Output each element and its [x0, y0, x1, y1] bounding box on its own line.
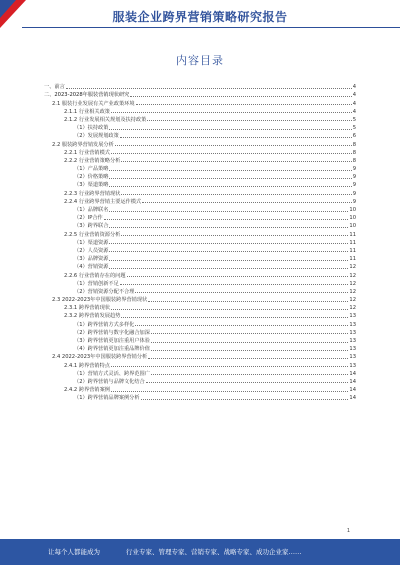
toc-entry-title: 2.4.2 跨界营销案例	[64, 387, 110, 394]
toc-leader-dots	[120, 137, 352, 138]
toc-entry-title: 2.1.1 行业相关政策	[64, 108, 110, 115]
toc-entry-page: 11	[349, 247, 356, 254]
toc-title: 内容目录	[176, 54, 224, 67]
toc-entry-title: 2.2.2 行业营销策略分析	[64, 157, 121, 164]
toc-entry[interactable]	[44, 311, 356, 319]
toc-leader-dots	[148, 301, 348, 302]
toc-entry-page: 14	[349, 395, 356, 402]
toc-leader-dots	[109, 243, 348, 244]
toc-leader-dots	[151, 342, 348, 343]
toc-entry[interactable]	[44, 164, 356, 172]
toc-entry-title: （1）营销创新不足	[74, 280, 119, 287]
toc-entry-title: （3）跨界营销更加注重用户体验	[74, 338, 150, 344]
toc-entry-page: 13	[349, 354, 356, 361]
toc-entry-page: 14	[349, 387, 356, 394]
toc-entry-page: 10	[349, 215, 356, 222]
toc-entry-title: （1）扶持政策	[74, 125, 109, 132]
toc-entry-title: （1）产品策略	[74, 166, 109, 173]
toc-entry-page: 9	[352, 198, 356, 205]
toc-entry-title: （2）营销资源分配不合理	[74, 288, 135, 295]
toc-entry[interactable]	[44, 197, 356, 205]
report-title: 服装企业跨界营销策略研究报告	[112, 10, 288, 24]
toc-entry-page: 10	[349, 223, 356, 230]
toc-leader-dots	[148, 358, 348, 359]
toc-entry[interactable]	[44, 82, 356, 90]
toc-entry[interactable]	[44, 205, 356, 213]
toc-leader-dots	[111, 153, 352, 154]
toc-entry-title: 2.3.1 跨界营销现状	[64, 305, 110, 312]
toc-entry-title: 2.3.2 跨界营销发展趋势	[64, 313, 121, 320]
toc-entry[interactable]	[44, 344, 356, 352]
toc-entry[interactable]	[44, 148, 356, 156]
toc-entry-title: 二、2023-2028年服装营销现状研究	[44, 92, 130, 99]
toc-leader-dots	[146, 382, 349, 383]
toc-leader-dots	[121, 161, 351, 162]
toc-entry-title: 2.4 2022-2023年中国服装跨界营销分析	[52, 354, 148, 361]
page-header	[0, 0, 400, 28]
toc-entry[interactable]	[44, 360, 356, 368]
toc-entry-page: 12	[349, 272, 356, 279]
toc-entry-page: 13	[349, 362, 356, 369]
toc-entry-title: （1）渠道资源	[74, 239, 109, 246]
footer-slogan: 让每个人都能成为	[48, 548, 100, 556]
toc-leader-dots	[130, 96, 351, 97]
toc-entry[interactable]	[44, 262, 356, 270]
toc-entry-page: 5	[352, 116, 356, 123]
toc-entry-title: 2.4.1 跨界营销特点	[64, 362, 110, 369]
toc-entry-title: （3）渠道策略	[74, 182, 109, 189]
toc-leader-dots	[121, 317, 348, 318]
toc-entry[interactable]	[44, 139, 356, 147]
toc-leader-dots	[109, 186, 351, 187]
toc-leader-dots	[109, 129, 351, 130]
toc-entry-title: （2）IP合作	[74, 215, 103, 222]
toc-leader-dots	[147, 120, 351, 121]
toc-entry-page: 13	[349, 329, 356, 336]
toc-entry-title: 2.2.3 行业跨界营销现状	[64, 190, 121, 197]
toc-leader-dots	[104, 219, 349, 220]
toc-leader-dots	[120, 284, 349, 285]
toc-leader-dots	[109, 178, 351, 179]
toc-entry[interactable]	[44, 303, 356, 311]
toc-entry[interactable]	[44, 180, 356, 188]
page-footer	[0, 539, 400, 565]
toc-entry-title: 2.2 服装跨界营销发展分析	[52, 141, 114, 148]
toc-entry[interactable]	[44, 98, 356, 106]
toc-leader-dots	[115, 145, 352, 146]
toc-entry[interactable]	[44, 336, 356, 344]
footer-roles: 行业专家、管理专家、营销专家、战略专家、成功企业家……	[126, 548, 302, 556]
table-of-contents	[44, 82, 356, 401]
toc-entry[interactable]	[44, 319, 356, 327]
toc-entry-title: （2）价格策略	[74, 174, 109, 181]
toc-leader-dots	[111, 366, 348, 367]
toc-entry-title: （4）营销资源	[74, 264, 109, 271]
toc-leader-dots	[135, 325, 348, 326]
toc-leader-dots	[151, 333, 348, 334]
toc-entry-page: 5	[352, 125, 356, 132]
toc-entry[interactable]	[44, 246, 356, 254]
toc-entry-page: 14	[349, 378, 356, 385]
toc-entry-title: （3）跨界联合	[74, 223, 109, 230]
toc-leader-dots	[142, 202, 352, 203]
toc-leader-dots	[151, 350, 348, 351]
header-rule	[22, 27, 400, 28]
toc-entry-title: （4）跨界营销更加注重品牌价值	[74, 346, 150, 353]
toc-leader-dots	[121, 194, 351, 195]
toc-leader-dots	[135, 292, 348, 293]
toc-leader-dots	[109, 170, 351, 171]
toc-entry[interactable]	[44, 254, 356, 262]
toc-entry[interactable]	[44, 377, 356, 385]
toc-entry-page: 10	[349, 207, 356, 213]
toc-entry-page: 12	[349, 305, 356, 312]
toc-entry-page: 13	[349, 338, 356, 344]
toc-leader-dots	[66, 88, 352, 89]
toc-entry-page: 11	[349, 231, 356, 238]
toc-entry-title: 2.2.6 行业营销存在的问题	[64, 272, 126, 279]
toc-entry-page: 13	[349, 346, 356, 353]
toc-entry[interactable]	[44, 188, 356, 196]
toc-entry-page: 8	[352, 157, 356, 164]
toc-entry-title: 一、前言	[44, 84, 65, 91]
toc-entry[interactable]	[44, 385, 356, 393]
toc-entry[interactable]	[44, 393, 356, 401]
toc-entry-title: （3）品牌资源	[74, 256, 109, 263]
toc-entry-page: 12	[349, 297, 356, 304]
toc-entry-title: 2.2.1 行业营销模式	[64, 149, 110, 156]
toc-entry[interactable]	[44, 115, 356, 123]
toc-entry[interactable]	[44, 221, 356, 229]
toc-entry[interactable]	[44, 238, 356, 246]
toc-leader-dots	[109, 251, 348, 252]
toc-entry-title: 2.3 2022-2023年中国服装跨界营销现状	[52, 297, 148, 304]
toc-leader-dots	[109, 260, 348, 261]
toc-entry-page: 4	[352, 100, 356, 107]
toc-entry-title: （1）营销方式灵活、跨界范围广	[74, 370, 150, 377]
toc-entry[interactable]	[44, 328, 356, 336]
toc-entry-title: 2.1 服装行业发展有关产业政策环境	[52, 100, 135, 107]
toc-entry[interactable]	[44, 369, 356, 377]
toc-entry-page: 12	[349, 280, 356, 287]
toc-entry-title: （1）品牌联名	[74, 207, 109, 213]
toc-leader-dots	[109, 211, 348, 212]
toc-entry-page: 13	[349, 321, 356, 328]
toc-entry-title: 2.1.2 行业发展相关规划及扶持政策	[64, 116, 147, 123]
toc-entry-page: 8	[352, 149, 356, 156]
toc-entry-page: 12	[349, 264, 356, 271]
toc-leader-dots	[109, 227, 348, 228]
toc-entry-title: 2.2.5 行业营销资源分析	[64, 231, 121, 238]
toc-entry-title: （2）跨界营销与品牌文化结合	[74, 378, 145, 385]
toc-leader-dots	[111, 309, 348, 310]
toc-entry-title: （2）发展规划政策	[74, 133, 119, 140]
toc-entry-page: 9	[352, 166, 356, 173]
toc-entry-title: 2.2.4 行业跨界营销主要运作模式	[64, 198, 142, 205]
toc-entry[interactable]	[44, 131, 356, 139]
toc-entry-page: 14	[349, 370, 356, 377]
toc-entry-title: （2）跨界营销与数字化融合加深	[74, 329, 150, 336]
toc-leader-dots	[151, 374, 348, 375]
toc-entry[interactable]	[44, 270, 356, 278]
toc-entry-page: 4	[352, 84, 356, 91]
toc-entry[interactable]	[44, 295, 356, 303]
toc-entry[interactable]	[44, 90, 356, 98]
toc-entry-page: 9	[352, 190, 356, 197]
toc-entry[interactable]	[44, 229, 356, 237]
toc-entry-page: 12	[349, 288, 356, 295]
toc-leader-dots	[127, 276, 349, 277]
toc-entry[interactable]	[44, 287, 356, 295]
toc-entry[interactable]	[44, 107, 356, 115]
toc-entry-page: 11	[349, 256, 356, 263]
toc-leader-dots	[111, 391, 348, 392]
toc-entry-page: 4	[352, 92, 356, 99]
toc-entry-page: 9	[352, 174, 356, 181]
toc-leader-dots	[109, 268, 348, 269]
toc-entry[interactable]	[44, 213, 356, 221]
toc-entry-page: 6	[352, 133, 356, 140]
toc-leader-dots	[136, 104, 352, 105]
page-number: 1	[346, 528, 350, 534]
toc-entry-page: 13	[349, 313, 356, 320]
toc-entry-title: （1）跨界营销方式多样化	[74, 321, 135, 328]
toc-entry[interactable]	[44, 123, 356, 131]
toc-entry-page: 9	[352, 182, 356, 189]
toc-entry-title: （1）跨界营销品牌案例分析	[74, 395, 140, 402]
toc-leader-dots	[111, 112, 352, 113]
toc-leader-dots	[121, 235, 348, 236]
toc-entry-page: 8	[352, 141, 356, 148]
toc-leader-dots	[141, 399, 349, 400]
toc-entry[interactable]	[44, 156, 356, 164]
toc-entry[interactable]	[44, 172, 356, 180]
toc-entry-page: 4	[352, 108, 356, 115]
toc-entry[interactable]	[44, 279, 356, 287]
toc-entry[interactable]	[44, 352, 356, 360]
toc-entry-page: 11	[349, 239, 356, 246]
toc-entry-title: （2）人员资源	[74, 247, 109, 254]
